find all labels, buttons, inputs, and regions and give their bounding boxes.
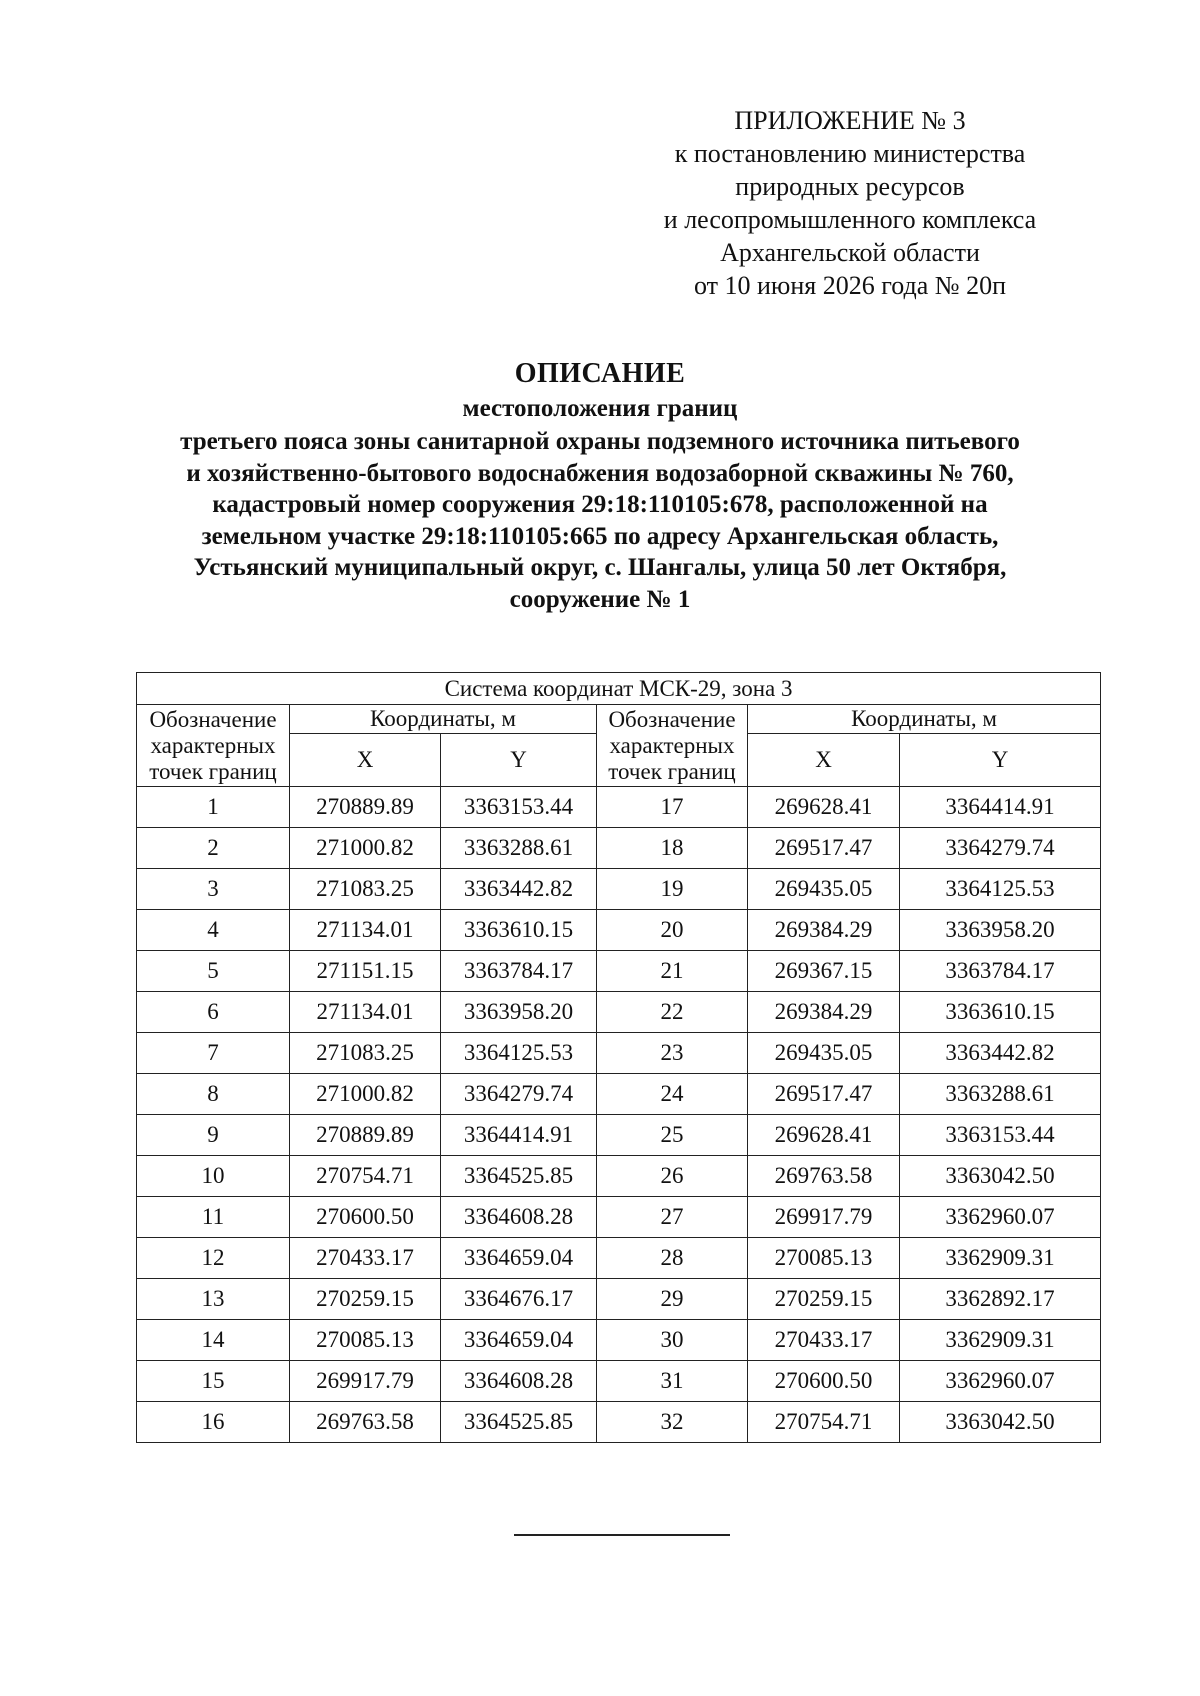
point-cell: 8 [137, 1074, 290, 1115]
table-row [137, 1279, 1101, 1320]
y-coordinate-cell: 3364525.85 [441, 1402, 597, 1443]
y-coordinate-cell: 3362892.17 [900, 1279, 1101, 1320]
y-coordinate-cell: 3364676.17 [441, 1279, 597, 1320]
table-row [137, 1402, 1101, 1443]
point-cell: 28 [597, 1238, 748, 1279]
y-coordinate-cell: 3364525.85 [441, 1156, 597, 1197]
x-coordinate-cell: 271083.25 [290, 1033, 441, 1074]
y-coordinate-cell: 3363610.15 [441, 910, 597, 951]
x-coordinate-cell: 270433.17 [290, 1238, 441, 1279]
x-coordinate-cell: 269435.05 [748, 1033, 900, 1074]
x-column-header: X [290, 734, 441, 787]
point-cell: 21 [597, 951, 748, 992]
x-coordinate-cell: 270754.71 [748, 1402, 900, 1443]
description-line: третьего пояса зоны санитарной охраны подземного источника питьевого [180, 428, 1020, 455]
description-line: кадастровый номер сооружения 29:18:110105:678, расположенной на [212, 491, 988, 518]
description-line: земельном участке 29:18:110105:665 по адресу Архангельская область, [201, 522, 999, 550]
y-coordinate-cell: 3363442.82 [900, 1033, 1101, 1074]
x-coordinate-cell: 269628.41 [748, 787, 900, 828]
y-coordinate-cell: 3362909.31 [900, 1238, 1101, 1279]
point-cell: 20 [597, 910, 748, 951]
point-cell: 14 [137, 1320, 290, 1361]
x-coordinate-cell: 271083.25 [290, 869, 441, 910]
x-coordinate-cell: 269517.47 [748, 1074, 900, 1115]
table-row [137, 1115, 1101, 1156]
attachment-title: ПРИЛОЖЕНИЕ № 3 [734, 106, 966, 135]
y-coordinate-cell: 3364125.53 [900, 869, 1101, 910]
x-coordinate-cell: 269384.29 [748, 910, 900, 951]
y-column-header: Y [900, 734, 1101, 787]
y-coordinate-cell: 3364608.28 [441, 1361, 597, 1402]
y-coordinate-cell: 3364414.91 [900, 787, 1101, 828]
point-column-header: Обозначение характерных точек границ [137, 705, 290, 787]
x-column-header: X [748, 734, 900, 787]
point-cell: 26 [597, 1156, 748, 1197]
y-coordinate-cell: 3363442.82 [441, 869, 597, 910]
coordinates-table-body [137, 787, 1101, 1443]
y-coordinate-cell: 3363288.61 [441, 828, 597, 869]
y-coordinate-cell: 3363153.44 [441, 787, 597, 828]
y-coordinate-cell: 3364279.74 [441, 1074, 597, 1115]
x-coordinate-cell: 269517.47 [748, 828, 900, 869]
y-coordinate-cell: 3364125.53 [441, 1033, 597, 1074]
x-coordinate-cell: 271000.82 [290, 828, 441, 869]
y-coordinate-cell: 3364659.04 [441, 1238, 597, 1279]
point-column-header: Обозначение характерных точек границ [597, 705, 748, 787]
point-cell: 23 [597, 1033, 748, 1074]
point-cell: 16 [137, 1402, 290, 1443]
x-coordinate-cell: 270754.71 [290, 1156, 441, 1197]
x-coordinate-cell: 269384.29 [748, 992, 900, 1033]
point-cell: 10 [137, 1156, 290, 1197]
point-cell: 12 [137, 1238, 290, 1279]
x-coordinate-cell: 269917.79 [748, 1197, 900, 1238]
document-heading [80, 356, 1120, 615]
x-coordinate-cell: 270433.17 [748, 1320, 900, 1361]
point-cell: 11 [137, 1197, 290, 1238]
table-row [137, 1033, 1101, 1074]
table-row [137, 828, 1101, 869]
y-coordinate-cell: 3362960.07 [900, 1361, 1101, 1402]
x-coordinate-cell: 271151.15 [290, 951, 441, 992]
coordinates-column-header: Координаты, м [748, 705, 1101, 734]
x-coordinate-cell: 269628.41 [748, 1115, 900, 1156]
x-coordinate-cell: 270889.89 [290, 787, 441, 828]
x-coordinate-cell: 269917.79 [290, 1361, 441, 1402]
point-cell: 17 [597, 787, 748, 828]
table-row [137, 910, 1101, 951]
point-cell: 5 [137, 951, 290, 992]
table-row [137, 1074, 1101, 1115]
point-cell: 3 [137, 869, 290, 910]
x-coordinate-cell: 270889.89 [290, 1115, 441, 1156]
point-cell: 25 [597, 1115, 748, 1156]
x-coordinate-cell: 270600.50 [290, 1197, 441, 1238]
attachment-line: к постановлению министерства [674, 139, 1026, 168]
x-coordinate-cell: 269367.15 [748, 951, 900, 992]
coordinates-column-header: Координаты, м [290, 705, 597, 734]
x-coordinate-cell: 269763.58 [290, 1402, 441, 1443]
coordinate-system-header: Система координат МСК-29, зона 3 [137, 673, 1101, 705]
y-coordinate-cell: 3363958.20 [441, 992, 597, 1033]
table-row [137, 1361, 1101, 1402]
document-subtitle: местоположения границ [462, 395, 738, 422]
table-row [137, 951, 1101, 992]
point-cell: 9 [137, 1115, 290, 1156]
y-coordinate-cell: 3364659.04 [441, 1320, 597, 1361]
y-coordinate-cell: 3363042.50 [900, 1156, 1101, 1197]
table-row [137, 1320, 1101, 1361]
x-coordinate-cell: 270085.13 [290, 1320, 441, 1361]
point-cell: 31 [597, 1361, 748, 1402]
y-column-header: Y [441, 734, 597, 787]
table-row [137, 1238, 1101, 1279]
attachment-line: природных ресурсов [735, 172, 965, 201]
y-coordinate-cell: 3362960.07 [900, 1197, 1101, 1238]
table-row [137, 1197, 1101, 1238]
point-cell: 6 [137, 992, 290, 1033]
y-coordinate-cell: 3364279.74 [900, 828, 1101, 869]
y-coordinate-cell: 3363784.17 [900, 951, 1101, 992]
x-coordinate-cell: 271134.01 [290, 910, 441, 951]
point-cell: 30 [597, 1320, 748, 1361]
point-cell: 15 [137, 1361, 290, 1402]
point-cell: 2 [137, 828, 290, 869]
point-cell: 32 [597, 1402, 748, 1443]
x-coordinate-cell: 270600.50 [748, 1361, 900, 1402]
x-coordinate-cell: 271000.82 [290, 1074, 441, 1115]
attachment-line: Архангельской области [720, 238, 980, 267]
coordinates-table [136, 672, 1101, 1443]
y-coordinate-cell: 3363958.20 [900, 910, 1101, 951]
x-coordinate-cell: 270085.13 [748, 1238, 900, 1279]
point-cell: 24 [597, 1074, 748, 1115]
attachment-line: от 10 июня 2026 года № 20п [694, 271, 1006, 300]
x-coordinate-cell: 270259.15 [748, 1279, 900, 1320]
point-cell: 27 [597, 1197, 748, 1238]
point-cell: 19 [597, 869, 748, 910]
point-cell: 4 [137, 910, 290, 951]
y-coordinate-cell: 3363042.50 [900, 1402, 1101, 1443]
attachment-line: и лесопромышленного комплекса [663, 205, 1037, 234]
y-coordinate-cell: 3363784.17 [441, 951, 597, 992]
point-cell: 29 [597, 1279, 748, 1320]
x-coordinate-cell: 270259.15 [290, 1279, 441, 1320]
closing-rule [514, 1534, 730, 1536]
y-coordinate-cell: 3362909.31 [900, 1320, 1101, 1361]
point-cell: 18 [597, 828, 748, 869]
y-coordinate-cell: 3363288.61 [900, 1074, 1101, 1115]
description-line: и хозяйственно-бытового водоснабжения водозаборной скважины № 760, [186, 459, 1014, 487]
y-coordinate-cell: 3363610.15 [900, 992, 1101, 1033]
attachment-block [620, 104, 1080, 302]
x-coordinate-cell: 269763.58 [748, 1156, 900, 1197]
y-coordinate-cell: 3363153.44 [900, 1115, 1101, 1156]
point-cell: 22 [597, 992, 748, 1033]
y-coordinate-cell: 3364608.28 [441, 1197, 597, 1238]
point-cell: 7 [137, 1033, 290, 1074]
point-cell: 13 [137, 1279, 290, 1320]
table-row [137, 1156, 1101, 1197]
point-cell: 1 [137, 787, 290, 828]
table-row [137, 869, 1101, 910]
description-line: Устьянский муниципальный округ, с. Шангалы, улица 50 лет Октября, [193, 554, 1007, 581]
description-line: сооружение № 1 [509, 585, 691, 613]
y-coordinate-cell: 3364414.91 [441, 1115, 597, 1156]
x-coordinate-cell: 271134.01 [290, 992, 441, 1033]
document-title: ОПИСАНИЕ [514, 358, 686, 389]
x-coordinate-cell: 269435.05 [748, 869, 900, 910]
table-row [137, 787, 1101, 828]
table-row [137, 992, 1101, 1033]
